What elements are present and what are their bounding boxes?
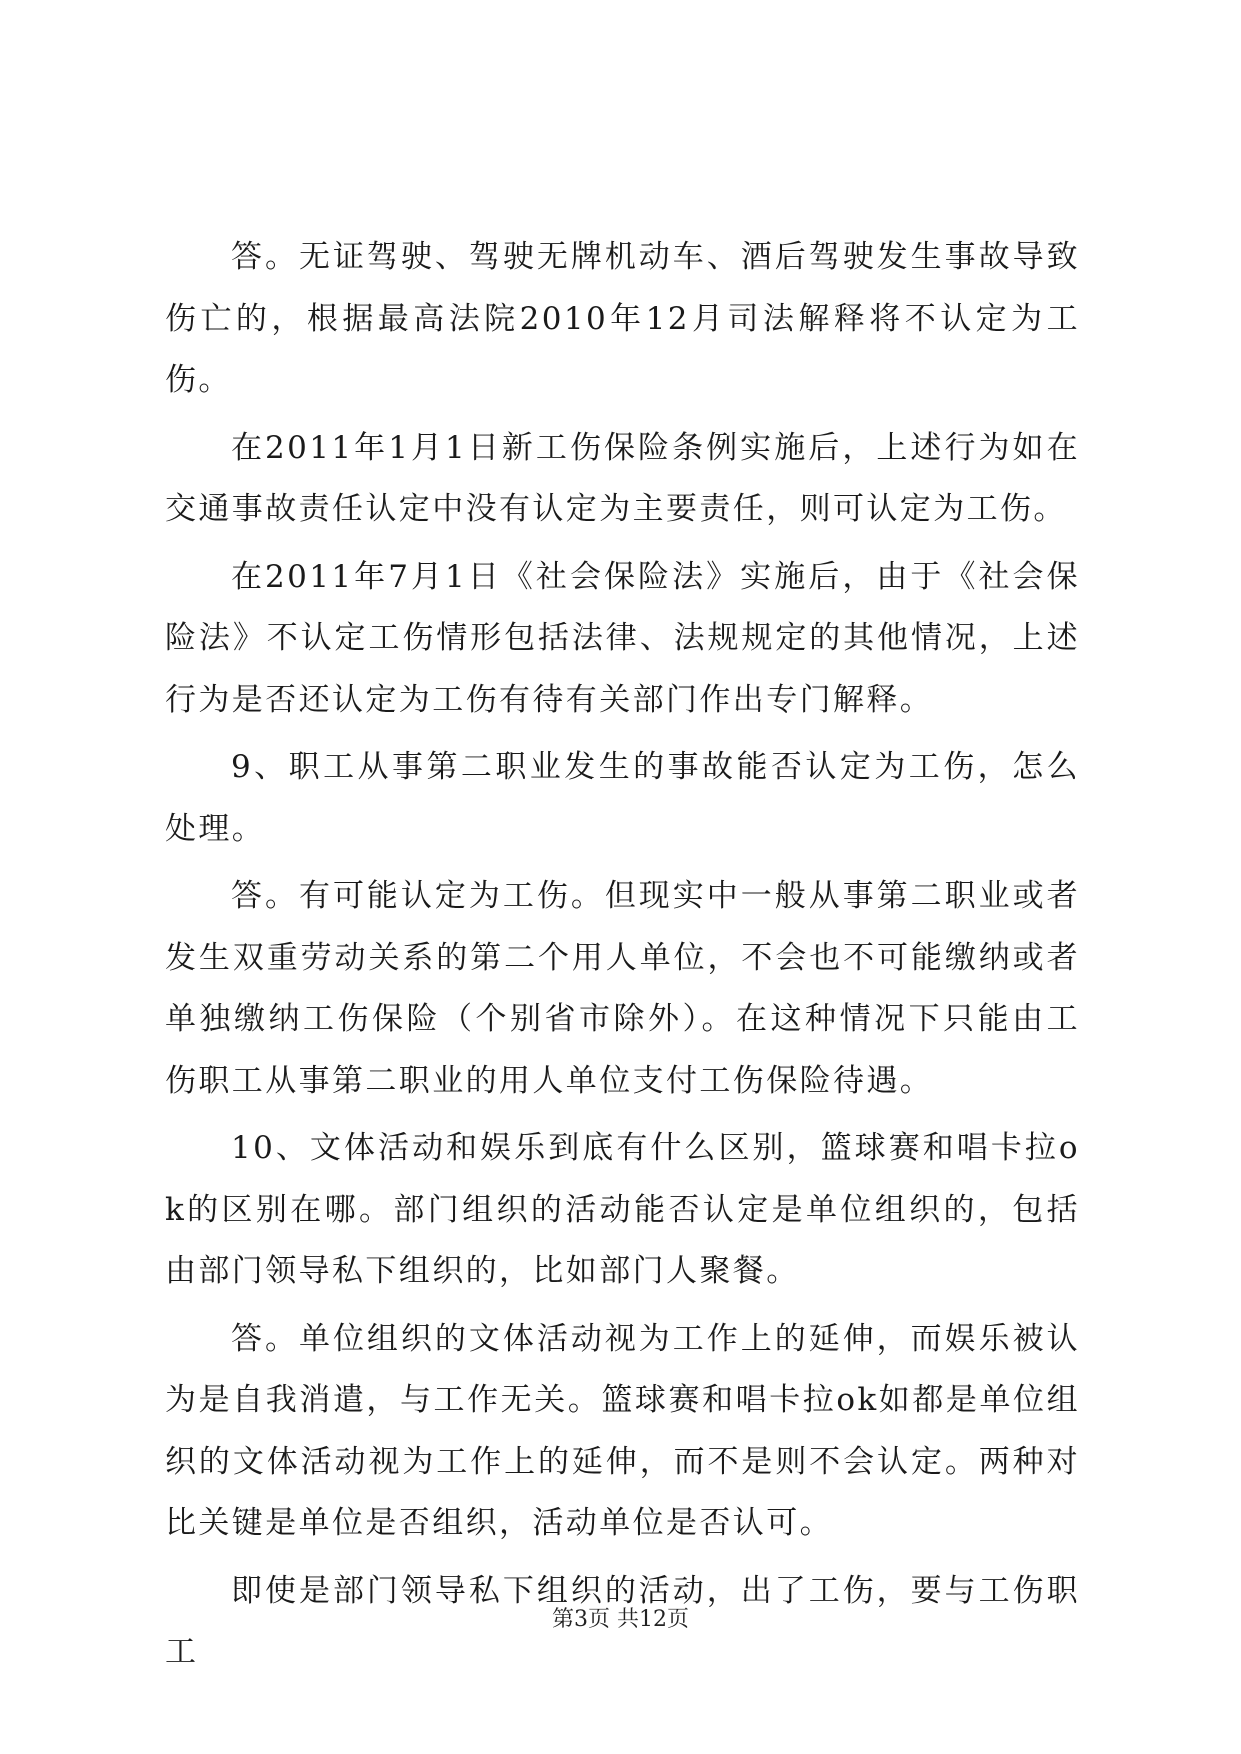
page-number-footer: 第3页 共12页 [552,1607,689,1632]
paragraph-department-activity: 即使是部门领导私下组织的活动，出了工伤，要与工伤职工 [165,1572,1080,1670]
paragraph-answer-9: 答。有可能认定为工伤。但现实中一般从事第二职业或者发生双重劳动关系的第二个用人单位，不会也不可能缴纳或者单独缴纳工伤保险（个别省市除外）。在这种情况下只能由工伤职工从事第二职业的用人单位支付工伤保险待遇。 [165,878,1080,1099]
document-body [165,227,1080,1690]
paragraph-question-10: 10、文体活动和娱乐到底有什么区别，篮球赛和唱卡拉ok的区别在哪。部门组织的活动能否认定是单位组织的，包括由部门领导私下组织的，比如部门人聚餐。 [165,1130,1080,1289]
paragraph-answer-drunk-driving: 答。无证驾驶、驾驶无牌机动车、酒后驾驶发生事故导致伤亡的，根据最高法院2010年12月司法解释将不认定为工伤。 [165,239,1080,398]
paragraph-question-9: 9、职工从事第二职业发生的事故能否认定为工伤，怎么处理。 [165,749,1080,847]
paragraph-answer-10: 答。单位组织的文体活动视为工作上的延伸，而娱乐被认为是自我消遣，与工作无关。篮球赛和唱卡拉ok如都是单位组织的文体活动视为工作上的延伸，而不是则不会认定。两种对比关键是单位是否组织，活动单位是否认可。 [165,1320,1080,1541]
paragraph-2011-jul-social-insurance-law: 在2011年7月1日《社会保险法》实施后，由于《社会保险法》不认定工伤情形包括法律、法规规定的其他情况，上述行为是否还认定为工伤有待有关部门作出专门解释。 [165,558,1080,718]
paragraph-2011-jan-regulation: 在2011年1月1日新工伤保险条例实施后，上述行为如在交通事故责任认定中没有认定为主要责任，则可认定为工伤。 [165,429,1080,527]
